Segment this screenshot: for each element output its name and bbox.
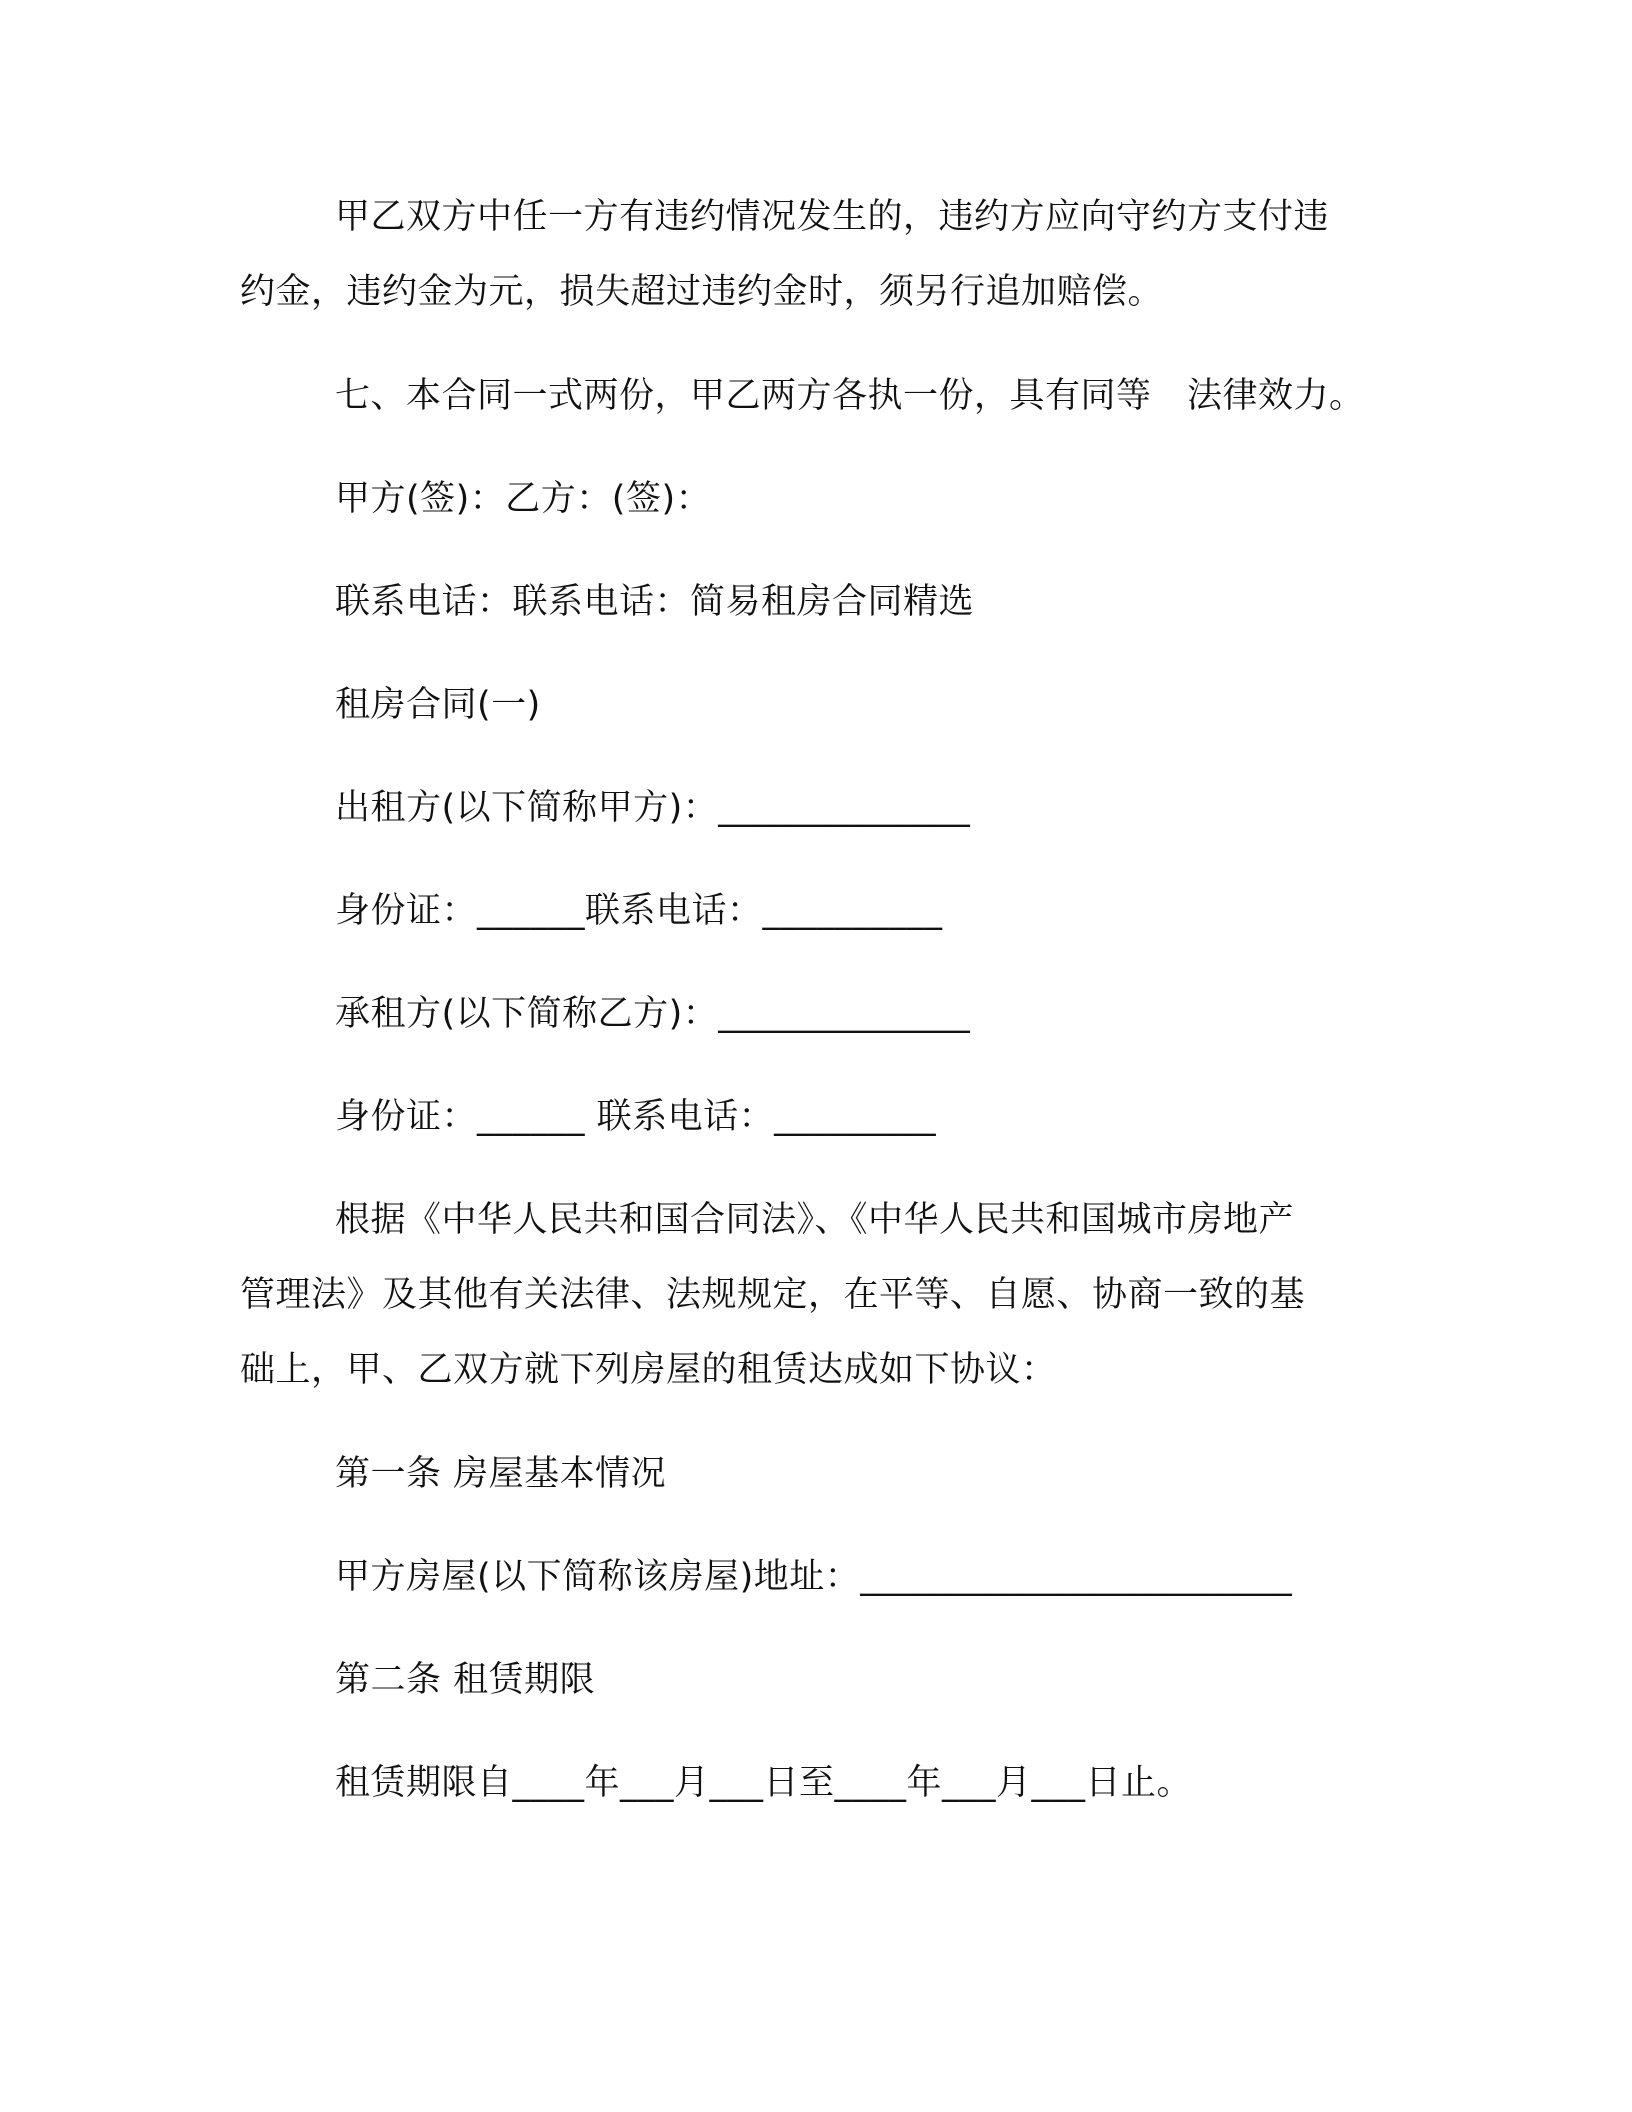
lease-term-line: 租赁期限自____年___月___日至____年___月___日止。 [335, 1763, 1193, 1803]
lessee-field: 承租方(以下简称乙方)：______________ [335, 994, 971, 1034]
article-1-heading: 第一条 房屋基本情况 [335, 1454, 667, 1494]
contract-title: 租房合同(一) [335, 685, 541, 725]
lessor-id-phone-field: 身份证：______联系电话：__________ [335, 891, 943, 931]
signature-line: 甲方(签)：乙方：(签)： [335, 479, 712, 519]
property-address-field: 甲方房屋(以下简称该房屋)地址：________________________ [335, 1557, 1293, 1597]
article-2-heading: 第二条 租赁期限 [335, 1660, 596, 1700]
paragraph-legal-basis-line-2: 管理法》及其他有关法律、法规规定，在平等、自愿、协商一致的基 [240, 1275, 1306, 1315]
lessor-field: 出租方(以下简称甲方)：______________ [335, 788, 971, 828]
paragraph-breach-line-2: 约金，违约金为元，损失超过违约金时，须另行追加赔偿。 [240, 272, 1164, 312]
lessee-id-phone-field: 身份证：______ 联系电话：_________ [335, 1097, 937, 1137]
paragraph-breach-line-1: 甲乙双方中任一方有违约情况发生的，违约方应向守约方支付违 [335, 197, 1330, 237]
paragraph-legal-basis-line-1: 根据《中华人民共和国合同法》、《中华人民共和国城市房地产 [335, 1200, 1295, 1240]
paragraph-copies: 七、本合同一式两份，甲乙两方各执一份，具有同等 法律效力。 [335, 376, 1365, 416]
paragraph-legal-basis-line-3: 础上，甲、乙双方就下列房屋的租赁达成如下协议： [240, 1350, 1057, 1390]
contact-phone-line: 联系电话：联系电话：简易租房合同精选 [335, 582, 975, 622]
